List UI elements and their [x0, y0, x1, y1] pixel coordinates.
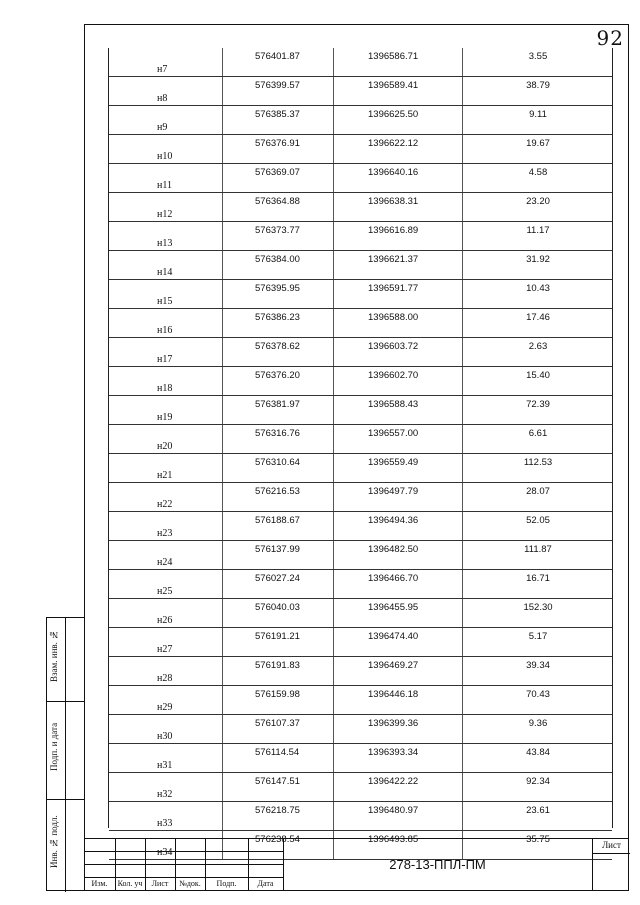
point-label-cell	[109, 77, 222, 105]
distance-cell	[462, 77, 613, 105]
distance: 23.61	[526, 805, 550, 816]
distance: 11.17	[526, 225, 550, 236]
x-coordinate: 576376.91	[255, 138, 300, 149]
x-coordinate: 576040.03	[255, 602, 300, 613]
distance-cell	[462, 454, 613, 482]
distance: 15.40	[526, 370, 550, 381]
point-label-cell	[109, 106, 222, 134]
distance: 35.75	[526, 834, 550, 845]
x-coordinate-cell	[222, 309, 334, 337]
table-row	[109, 744, 612, 773]
y-coordinate: 1396622.12	[368, 138, 419, 149]
x-coordinate: 576316.76	[255, 428, 300, 439]
y-coordinate: 1396446.18	[368, 689, 419, 700]
y-coordinate: 1396602.70	[368, 370, 419, 381]
y-coordinate: 1396559.49	[368, 457, 419, 468]
distance: 10.43	[526, 283, 550, 294]
x-coordinate-cell	[222, 106, 334, 134]
distance-cell	[462, 309, 613, 337]
distance: 17.46	[526, 312, 550, 323]
point-label-cell	[109, 222, 222, 250]
table-row	[109, 396, 612, 425]
point-label-cell	[109, 425, 222, 453]
side-cell-inv	[47, 800, 85, 892]
distance-cell	[462, 396, 613, 424]
point-label-cell	[109, 541, 222, 569]
distance-cell	[462, 135, 613, 163]
table-row	[109, 657, 612, 686]
point-label: н27	[157, 644, 173, 655]
distance-cell	[462, 657, 613, 685]
x-coordinate: 576376.20	[255, 370, 300, 381]
table-row	[109, 222, 612, 251]
y-coordinate: 1396497.79	[368, 486, 419, 497]
distance: 111.87	[524, 544, 552, 555]
y-coordinate: 1396621.37	[368, 254, 419, 265]
x-coordinate: 576159.98	[255, 689, 300, 700]
table-row	[109, 802, 612, 831]
point-label: н24	[157, 557, 173, 568]
point-label-cell	[109, 802, 222, 830]
y-coordinate-cell	[333, 280, 463, 308]
table-row	[109, 483, 612, 512]
table-row	[109, 541, 612, 570]
point-label-cell	[109, 193, 222, 221]
x-coordinate-cell	[222, 367, 334, 395]
y-coordinate: 1396455.95	[368, 602, 419, 613]
y-coordinate-cell	[333, 222, 463, 250]
table-row	[109, 48, 612, 77]
y-coordinate: 1396591.77	[368, 283, 419, 294]
y-coordinate-cell	[333, 715, 463, 743]
point-label: н25	[157, 586, 173, 597]
point-label: н13	[157, 238, 173, 249]
point-label: н14	[157, 267, 173, 278]
distance-cell	[462, 483, 613, 511]
point-label-cell	[109, 454, 222, 482]
distance: 112.53	[523, 457, 553, 468]
x-coordinate: 576216.53	[255, 486, 300, 497]
table-row	[109, 773, 612, 802]
x-coordinate: 576188.67	[255, 515, 300, 526]
y-coordinate-cell	[333, 48, 463, 76]
distance-cell	[462, 686, 613, 714]
table-row	[109, 164, 612, 193]
side-cell-vzam	[47, 618, 85, 702]
y-coordinate-cell	[333, 628, 463, 656]
x-coordinate-cell	[222, 425, 334, 453]
point-label: н23	[157, 528, 173, 539]
distance: 23.20	[526, 196, 550, 207]
x-coordinate: 576384.00	[255, 254, 300, 265]
x-coordinate-cell	[222, 744, 334, 772]
point-label: н29	[157, 702, 173, 713]
y-coordinate: 1396482.50	[368, 544, 419, 555]
y-coordinate: 1396603.72	[368, 341, 419, 352]
distance: 31.92	[526, 254, 550, 265]
vzam-label: Взам. инв. №	[49, 629, 59, 682]
y-coordinate: 1396588.00	[368, 312, 419, 323]
x-coordinate: 576369.07	[255, 167, 300, 178]
distance: 28.07	[526, 486, 550, 497]
y-coordinate-cell	[333, 744, 463, 772]
side-cell-podp	[47, 702, 85, 800]
distance-cell	[462, 744, 613, 772]
point-label-cell	[109, 251, 222, 279]
x-coordinate: 576401.87	[255, 51, 300, 62]
table-row	[109, 512, 612, 541]
x-coordinate-cell	[222, 48, 334, 76]
x-coordinate-cell	[222, 164, 334, 192]
y-coordinate: 1396640.16	[368, 167, 419, 178]
x-coordinate-cell	[222, 541, 334, 569]
distance: 19.67	[526, 138, 550, 149]
y-coordinate-cell	[333, 396, 463, 424]
y-coordinate: 1396638.31	[368, 196, 419, 207]
table-row	[109, 135, 612, 164]
y-coordinate: 1396422.22	[368, 776, 419, 787]
distance: 5.17	[528, 631, 548, 642]
point-label-cell	[109, 367, 222, 395]
point-label-cell	[109, 773, 222, 801]
point-label: н9	[157, 122, 168, 133]
point-label-cell	[109, 512, 222, 540]
y-coordinate-cell	[333, 193, 463, 221]
point-label: н11	[157, 180, 172, 191]
point-label-cell	[109, 309, 222, 337]
y-coordinate-cell	[333, 135, 463, 163]
point-label-cell	[109, 599, 222, 627]
x-coordinate-cell	[222, 222, 334, 250]
table-row	[109, 251, 612, 280]
distance: 9.36	[528, 718, 548, 729]
x-coordinate-cell	[222, 512, 334, 540]
point-label-cell	[109, 744, 222, 772]
point-label-cell	[109, 135, 222, 163]
distance-cell	[462, 280, 613, 308]
y-coordinate: 1396616.89	[368, 225, 419, 236]
y-coordinate-cell	[333, 367, 463, 395]
table-row	[109, 686, 612, 715]
point-label: н12	[157, 209, 173, 220]
y-coordinate-cell	[333, 686, 463, 714]
x-coordinate-cell	[222, 251, 334, 279]
x-coordinate: 576218.75	[255, 805, 300, 816]
distance: 92.34	[526, 776, 550, 787]
distance: 4.58	[528, 167, 548, 178]
inv-label: Инв. № подл.	[49, 815, 59, 869]
point-label: н28	[157, 673, 173, 684]
x-coordinate: 576137.99	[255, 544, 300, 555]
table-row	[109, 599, 612, 628]
x-coordinate: 576373.77	[255, 225, 300, 236]
point-label: н26	[157, 615, 173, 626]
point-label: н21	[157, 470, 173, 481]
point-label: н34	[157, 847, 173, 858]
x-coordinate-cell	[222, 570, 334, 598]
col-podp: Подп.	[216, 879, 237, 888]
y-coordinate-cell	[333, 454, 463, 482]
y-coordinate-cell	[333, 309, 463, 337]
x-coordinate-cell	[222, 657, 334, 685]
point-label-cell	[109, 48, 222, 76]
y-coordinate-cell	[333, 425, 463, 453]
y-coordinate: 1396494.36	[368, 515, 419, 526]
x-coordinate-cell	[222, 628, 334, 656]
distance-cell	[462, 715, 613, 743]
distance-cell	[462, 338, 613, 366]
distance-cell	[462, 164, 613, 192]
point-label-cell	[109, 657, 222, 685]
sheet-label: Лист	[602, 840, 621, 850]
podp-label: Подп. и дата	[49, 722, 59, 771]
x-coordinate-cell	[222, 483, 334, 511]
x-coordinate: 576191.21	[255, 631, 300, 642]
point-label: н16	[157, 325, 173, 336]
x-coordinate: 576191.83	[255, 660, 300, 671]
y-coordinate-cell	[333, 251, 463, 279]
table-row	[109, 280, 612, 309]
distance-cell	[462, 599, 613, 627]
distance: 16.71	[526, 573, 550, 584]
distance: 6.61	[528, 428, 548, 439]
y-coordinate-cell	[333, 512, 463, 540]
point-label-cell	[109, 628, 222, 656]
point-label-cell	[109, 164, 222, 192]
y-coordinate: 1396588.43	[368, 399, 419, 410]
point-label: н19	[157, 412, 173, 423]
point-label: н7	[157, 64, 168, 75]
y-coordinate-cell	[333, 338, 463, 366]
distance-cell	[462, 541, 613, 569]
point-label: н30	[157, 731, 173, 742]
y-coordinate-cell	[333, 483, 463, 511]
x-coordinate-cell	[222, 773, 334, 801]
x-coordinate-cell	[222, 77, 334, 105]
point-label: н32	[157, 789, 173, 800]
y-coordinate-cell	[333, 599, 463, 627]
distance: 38.79	[526, 80, 550, 91]
y-coordinate-cell	[333, 164, 463, 192]
table-row	[109, 367, 612, 396]
page-number: 92	[596, 26, 624, 50]
y-coordinate-cell	[333, 77, 463, 105]
table-row	[109, 570, 612, 599]
x-coordinate: 576385.37	[255, 109, 300, 120]
distance-cell	[462, 251, 613, 279]
point-label-cell	[109, 338, 222, 366]
distance: 52.05	[526, 515, 550, 526]
sheet-cell	[592, 838, 630, 891]
x-coordinate: 576238.54	[255, 834, 300, 845]
y-coordinate: 1396399.36	[368, 718, 419, 729]
distance-cell	[462, 367, 613, 395]
point-label-cell	[109, 686, 222, 714]
table-row	[109, 338, 612, 367]
distance: 39.34	[526, 660, 550, 671]
table-row	[109, 425, 612, 454]
y-coordinate-cell	[333, 106, 463, 134]
point-label-cell	[109, 483, 222, 511]
x-coordinate: 576395.95	[255, 283, 300, 294]
y-coordinate-cell	[333, 802, 463, 830]
col-ndok: №док.	[179, 879, 201, 888]
table-row	[109, 106, 612, 135]
x-coordinate-cell	[222, 135, 334, 163]
x-coordinate-cell	[222, 396, 334, 424]
y-coordinate: 1396393.34	[368, 747, 419, 758]
x-coordinate: 576378.62	[255, 341, 300, 352]
distance-cell	[462, 193, 613, 221]
point-label: н17	[157, 354, 173, 365]
y-coordinate: 1396469.27	[368, 660, 419, 671]
y-coordinate: 1396480.97	[368, 805, 419, 816]
col-data: Дата	[257, 879, 274, 888]
x-coordinate-cell	[222, 599, 334, 627]
x-coordinate: 576027.24	[255, 573, 300, 584]
y-coordinate-cell	[333, 773, 463, 801]
distance-cell	[462, 773, 613, 801]
point-label: н10	[157, 151, 173, 162]
point-label-cell	[109, 396, 222, 424]
x-coordinate-cell	[222, 338, 334, 366]
title-block	[84, 838, 629, 891]
distance-cell	[462, 425, 613, 453]
point-label: н31	[157, 760, 173, 771]
point-label: н20	[157, 441, 173, 452]
col-izm: Изм.	[91, 879, 108, 888]
distance: 43.84	[526, 747, 550, 758]
x-coordinate: 576107.37	[255, 718, 300, 729]
x-coordinate: 576310.64	[255, 457, 300, 468]
distance: 70.43	[526, 689, 550, 700]
point-label-cell	[109, 715, 222, 743]
y-coordinate: 1396557.00	[368, 428, 419, 439]
y-coordinate-cell	[333, 541, 463, 569]
col-list: Лист	[151, 879, 169, 888]
document-code: 278-13-ППЛ-ПМ	[389, 857, 486, 872]
distance: 9.11	[529, 109, 547, 120]
point-label: н8	[157, 93, 168, 104]
x-coordinate-cell	[222, 193, 334, 221]
y-coordinate-cell	[333, 570, 463, 598]
point-label: н18	[157, 383, 173, 394]
title-block-grid	[84, 838, 284, 891]
x-coordinate-cell	[222, 454, 334, 482]
table-row	[109, 454, 612, 483]
side-stamp	[46, 617, 84, 891]
point-label-cell	[109, 280, 222, 308]
distance-cell	[462, 48, 613, 76]
distance-cell	[462, 802, 613, 830]
x-coordinate-cell	[222, 280, 334, 308]
distance-cell	[462, 222, 613, 250]
col-kol-uch: Кол. уч	[117, 879, 143, 888]
table-row	[109, 715, 612, 744]
x-coordinate: 576364.88	[255, 196, 300, 207]
x-coordinate: 576147.51	[255, 776, 300, 787]
distance-cell	[462, 628, 613, 656]
distance: 2.63	[528, 341, 548, 352]
y-coordinate: 1396466.70	[368, 573, 419, 584]
y-coordinate: 1396474.40	[368, 631, 419, 642]
point-label: н22	[157, 499, 173, 510]
x-coordinate: 576381.97	[255, 399, 300, 410]
table-row	[109, 77, 612, 106]
distance-cell	[462, 106, 613, 134]
x-coordinate-cell	[222, 686, 334, 714]
distance: 3.55	[528, 51, 548, 62]
distance: 152.30	[523, 602, 553, 613]
y-coordinate: 1396589.41	[368, 80, 419, 91]
y-coordinate: 1396625.50	[368, 109, 419, 120]
x-coordinate-cell	[222, 715, 334, 743]
x-coordinate-cell	[222, 802, 334, 830]
x-coordinate: 576114.54	[255, 747, 300, 758]
table-row	[109, 628, 612, 657]
y-coordinate: 1396586.71	[368, 51, 419, 62]
y-coordinate-cell	[333, 657, 463, 685]
distance: 72.39	[526, 399, 550, 410]
point-label-cell	[109, 570, 222, 598]
x-coordinate: 576399.57	[255, 80, 300, 91]
x-coordinate: 576386.23	[255, 312, 300, 323]
table-row	[109, 309, 612, 338]
distance-cell	[462, 512, 613, 540]
y-coordinate: 1396493.85	[368, 834, 419, 845]
point-label: н15	[157, 296, 173, 307]
point-label: н33	[157, 818, 173, 829]
distance-cell	[462, 570, 613, 598]
table-row	[109, 193, 612, 222]
